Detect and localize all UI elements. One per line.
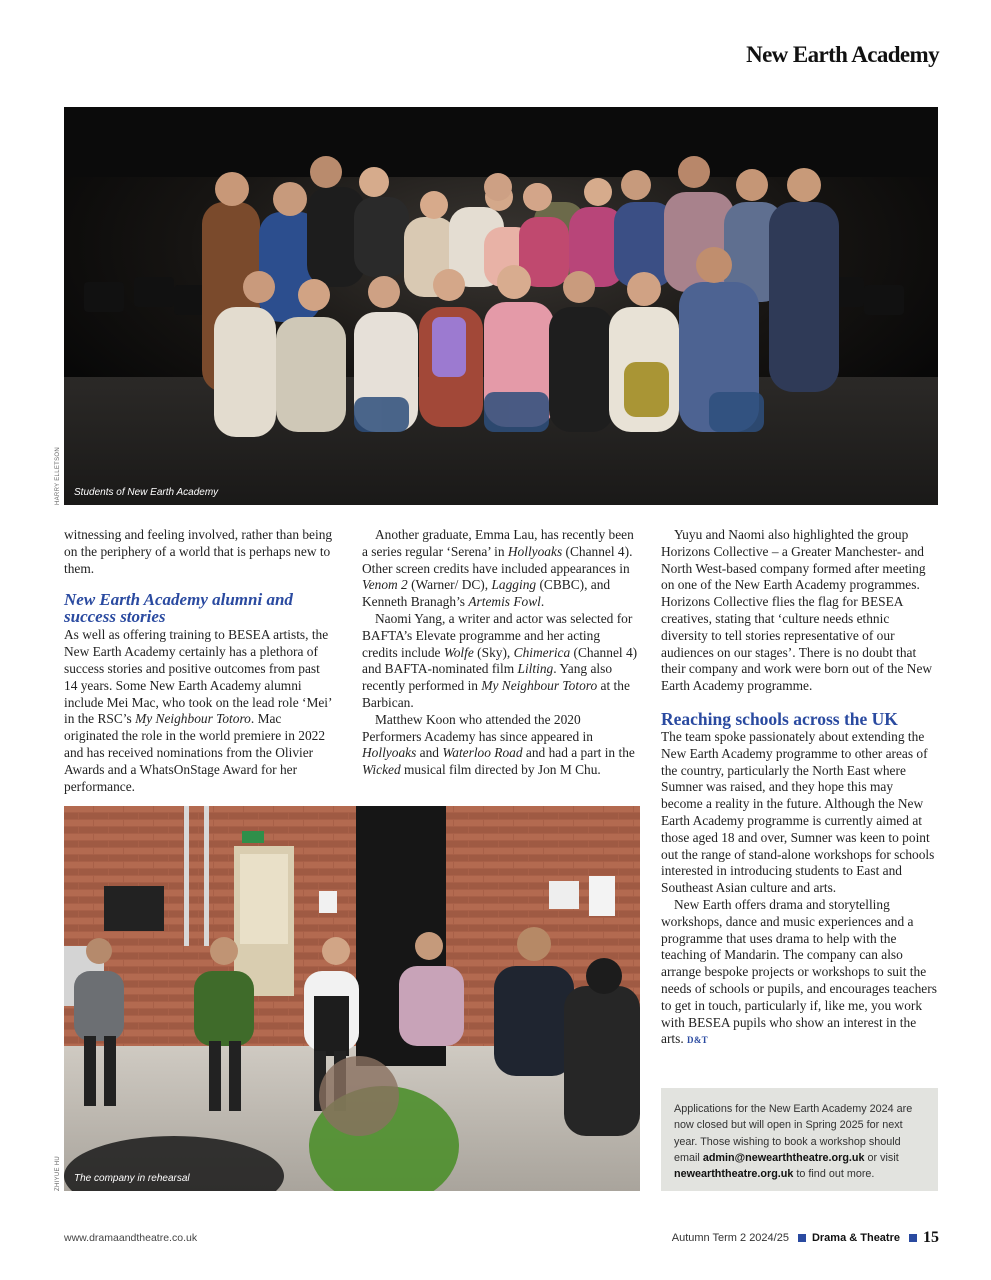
col3-paragraph-1: Yuyu and Naomi also highlighted the group Horizons Collective – a Greater Manchester- and North West-based company formed after meeting on one of the New Earth Academy programmes. Horizons Collective flies the flag for BESEA creatives, stating that ‘culture needs ethnic diversity to tell stories representative of our audiences on our stages’. There is no doubt that their company and work were born out of the New Earth Academy programme. [661,527,933,694]
column-2 [362,527,638,779]
photo-students [64,107,938,505]
col3-paragraph-2: The team spoke passionately about extending the New Earth Academy programme to other areas of the country, particularly the North East where Sumner was raised, and they hope this may become a reality in the future. Although the New Earth Academy programme is currently aimed at those aged 18 and over, Sumner was keen to point out the range of stand-alone workshops for schools interested in introducing students to East and Southeast Asian culture and arts. [661,728,935,896]
col1-paragraph-2: As well as offering training to BESEA artists, the New Earth Academy certainly has a plethora of success stories and positive outcomes from past 14 years. Some New Earth Academy alumni include Mei Mac, who took on the lead role ‘Mei’ in the RSC’s My Neighbour Totoro. Mac originated the role in the world premiere in 2022 and has received nominations from the Olivier Awards and a WhatsOnStage Award for her performance. [64,627,332,794]
rehearsal-photo-icon [64,806,640,1191]
group-photo-icon [64,107,938,505]
col1-paragraph-1: witnessing and feeling involved, rather than being on the periphery of a world that is perhaps new to them. [64,527,333,576]
column-3 [661,527,938,1049]
photo-caption-rehearsal: The company in rehearsal [74,1173,190,1184]
footer-url[interactable]: www.dramaandtheatre.co.uk [64,1232,198,1244]
info-text-b: or visit [864,1151,899,1164]
square-bullet-icon [798,1234,806,1242]
col2-paragraph-2: Naomi Yang, a writer and actor was selected for BAFTA’s Elevate programme and her acting credits include Wolfe (Sky), Chimerica (Channel 4) and BAFTA-nominated film Lilting. Yang also recently performed in My Neighbour Totoro at the Barbican. [362,610,638,710]
photo-caption-students: Students of New Earth Academy [74,487,219,498]
section-title: New Earth Academy [746,42,939,67]
col3-paragraph-3: New Earth offers drama and storytelling workshops, dance and music experiences and a programme that uses drama to help with the teaching of Mandarin. The company can also arrange bespoke projects or workshops to suit the needs of schools or pupils, and encourages teachers to get in touch, particularly if, like me, you work with BESEA pupils who show an interest in the arts. D&T [661,896,937,1047]
subheading-alumni: New Earth Academy alumni and success stories [64,590,293,627]
page-number: 15 [923,1229,939,1246]
column-1 [64,527,336,795]
footer-term: Autumn Term 2 2024/25 [671,1232,789,1244]
info-website-link[interactable]: newearththeatre.org.uk [674,1168,794,1181]
subheading-schools: Reaching schools across the UK [661,708,898,729]
footer-magazine: Drama & Theatre [811,1232,900,1244]
info-box [661,1088,938,1191]
photo-credit-bottom: ZHIYUE HU [55,1155,61,1191]
info-email-link[interactable]: admin@newearththeatre.org.uk [702,1151,865,1164]
photo-rehearsal [64,806,640,1191]
end-mark: D&T [687,1035,708,1046]
square-bullet-icon [909,1234,917,1242]
photo-credit-top: HARRY ELLETSON [55,447,61,505]
col2-paragraph-1: Another graduate, Emma Lau, has recently been a series regular ‘Serena’ in Hollyoaks (Channel 4). Other screen credits have included appearances in Venom 2 (Warner/ DC), Lagging (CBBC), and Kenneth Branagh’s Artemis Fowl. [362,527,634,610]
footer-info [672,1229,939,1247]
info-text-c: to find out more. [793,1168,875,1181]
info-text-a: Applications for the New Earth Academy 2024 are now closed but will open in Spring 2025 for next year. Those wishing to book a workshop should email [674,1103,913,1164]
col2-paragraph-3: Matthew Koon who attended the 2020 Performers Academy has since appeared in Hollyoaks and Waterloo Road and had a part in the Wicked musical film directed by Jon M Chu. [362,711,635,778]
